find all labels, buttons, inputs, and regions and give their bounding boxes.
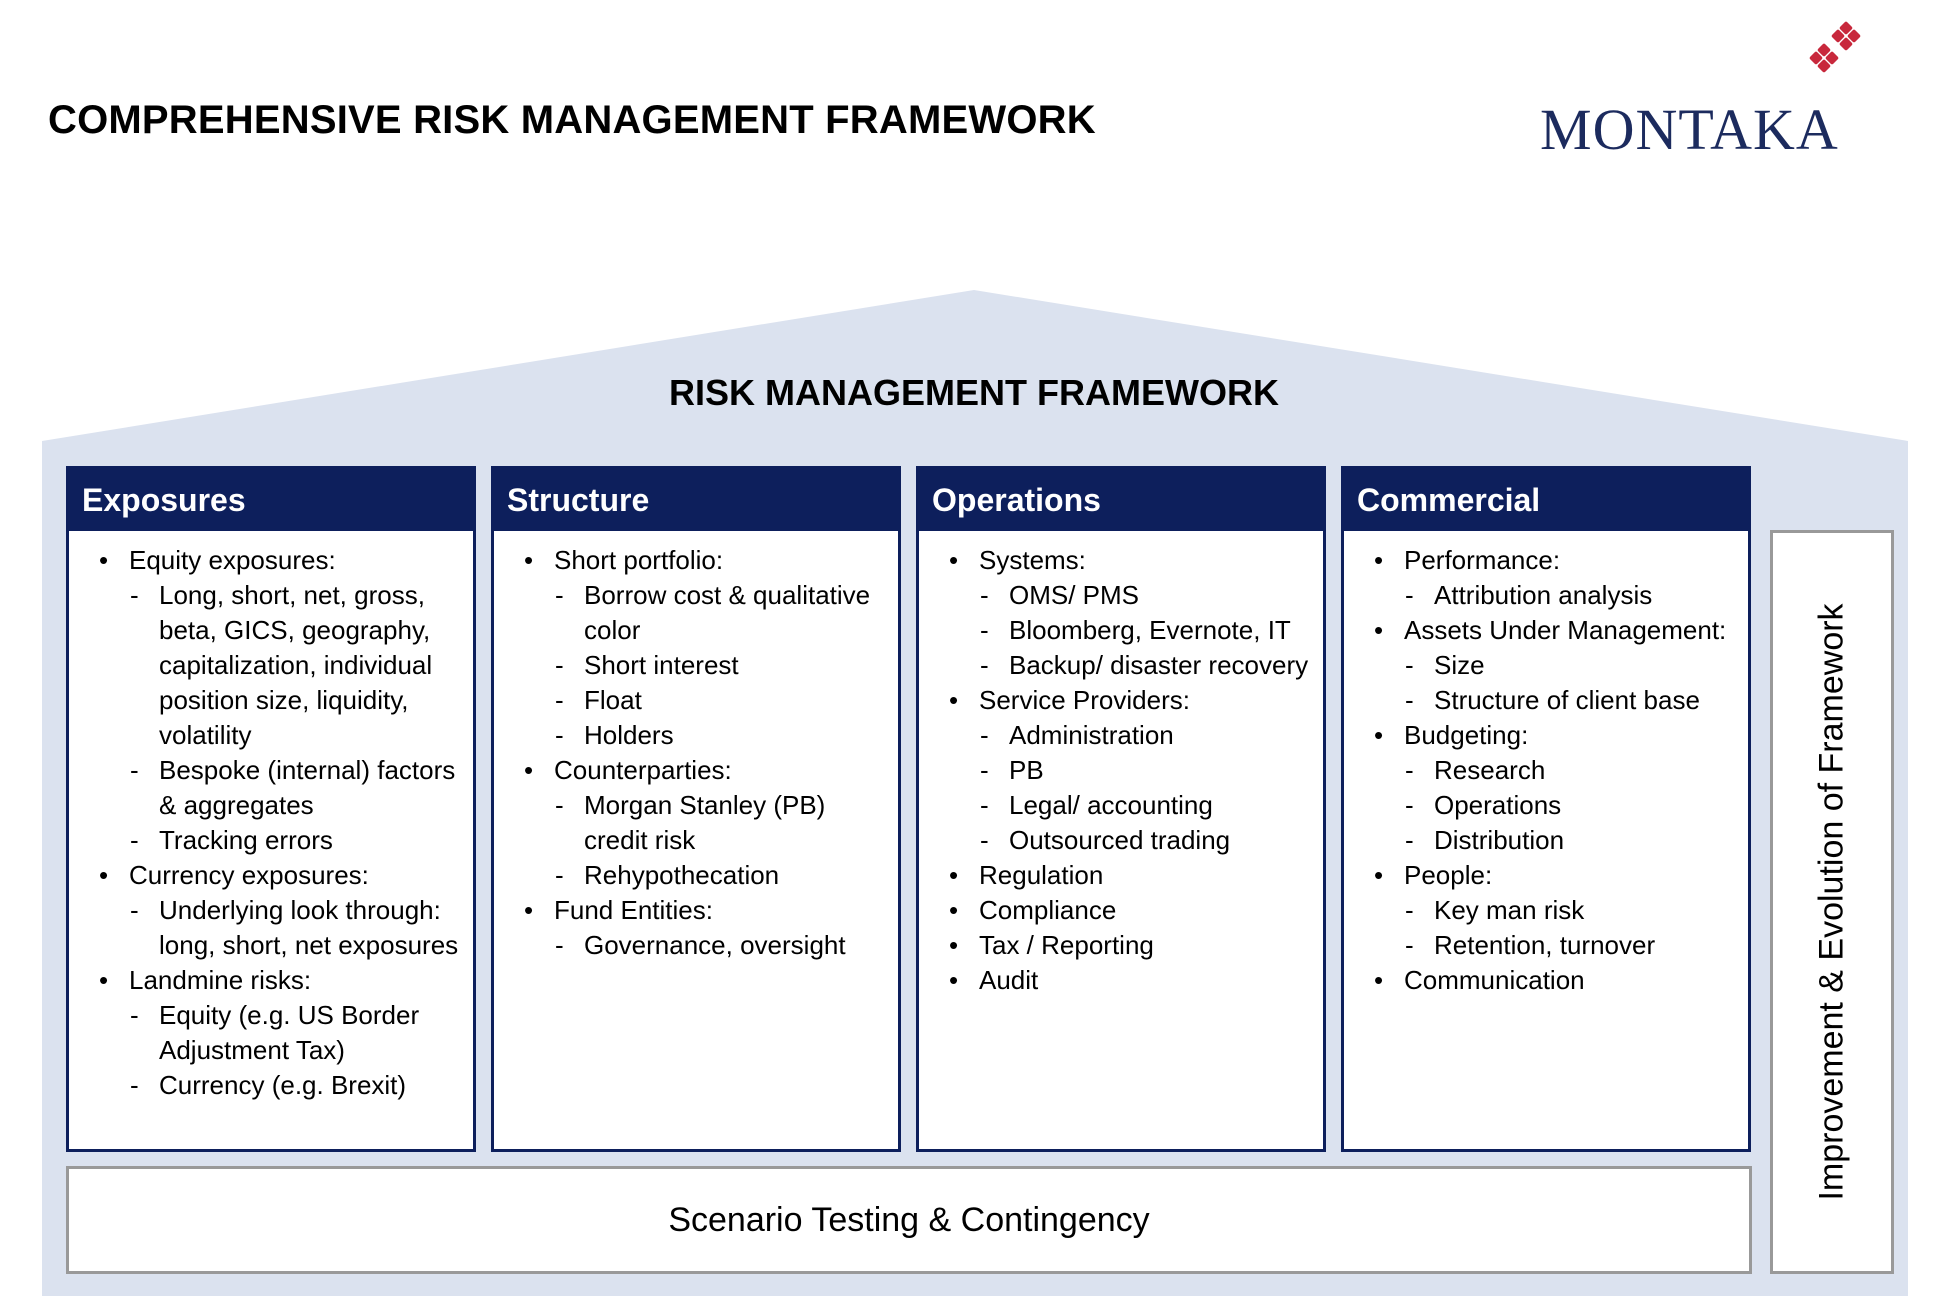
sub-item: - OMS/ PMS [937,578,1309,613]
pillar-list [69,531,473,1103]
sub-item: - Attribution analysis [1362,578,1734,613]
sub-item: - Retention, turnover [1362,928,1734,963]
sub-item: - Long, short, net, gross, beta, GICS, geography, capitalization, individual position size, liquidity, volatility [87,578,459,753]
sub-item: - Float [512,683,884,718]
sub-item: - Bloomberg, Evernote, IT [937,613,1309,648]
sub-item: - Backup/ disaster recovery [937,648,1309,683]
sub-item: - Morgan Stanley (PB) credit risk [512,788,884,858]
bullet-item: • Currency exposures: [87,858,459,893]
pillar-list [919,531,1323,998]
page-title: COMPREHENSIVE RISK MANAGEMENT FRAMEWORK [48,98,1096,142]
sub-item: - Rehypothecation [512,858,884,893]
sub-item: - Administration [937,718,1309,753]
sub-item: - Outsourced trading [937,823,1309,858]
logo-text: MONTAKA [1540,97,1839,162]
pillar-structure [491,466,901,1152]
improvement-box [1770,530,1894,1274]
pillar-header: Structure [494,469,898,531]
sub-item: - Holders [512,718,884,753]
sub-item: - Short interest [512,648,884,683]
bullet-item: • Service Providers: [937,683,1309,718]
pillar-operations [916,466,1326,1152]
pillar-list [1344,531,1748,998]
pillar-header: Exposures [69,469,473,531]
sub-item: - Underlying look through: long, short, net exposures [87,893,459,963]
sub-item: - Equity (e.g. US Border Adjustment Tax) [87,998,459,1068]
bullet-item: • People: [1362,858,1734,893]
bullet-item: • Counterparties: [512,753,884,788]
improvement-label: Improvement & Evolution of Framework [1812,603,1851,1201]
bullet-item: • Assets Under Management: [1362,613,1734,648]
sub-item: - Tracking errors [87,823,459,858]
sub-item: - Operations [1362,788,1734,823]
sub-item: - Currency (e.g. Brexit) [87,1068,459,1103]
pillar-header: Operations [919,469,1323,531]
pillar-list [494,531,898,963]
bullet-item: • Short portfolio: [512,543,884,578]
bullet-item: • Equity exposures: [87,543,459,578]
bullet-item: • Compliance [937,893,1309,928]
sub-item: - PB [937,753,1309,788]
bullet-item: • Communication [1362,963,1734,998]
sub-item: - Key man risk [1362,893,1734,928]
pillar-header: Commercial [1344,469,1748,531]
pillar-exposures [66,466,476,1152]
bullet-item: • Audit [937,963,1309,998]
sub-item: - Research [1362,753,1734,788]
framework-title: RISK MANAGEMENT FRAMEWORK [669,372,1279,413]
sub-item: - Legal/ accounting [937,788,1309,823]
scenario-testing-box [66,1166,1752,1274]
sub-item: - Distribution [1362,823,1734,858]
pillar-commercial [1341,466,1751,1152]
bullet-item: • Regulation [937,858,1309,893]
sub-item: - Borrow cost & qualitative color [512,578,884,648]
bullet-item: • Fund Entities: [512,893,884,928]
sub-item: - Size [1362,648,1734,683]
bullet-item: • Budgeting: [1362,718,1734,753]
bullet-item: • Tax / Reporting [937,928,1309,963]
sub-item: - Structure of client base [1362,683,1734,718]
bullet-item: • Systems: [937,543,1309,578]
bullet-item: • Landmine risks: [87,963,459,998]
sub-item: - Governance, oversight [512,928,884,963]
scenario-testing-label: Scenario Testing & Contingency [668,1200,1150,1239]
bullet-item: • Performance: [1362,543,1734,578]
sub-item: - Bespoke (internal) factors & aggregates [87,753,459,823]
